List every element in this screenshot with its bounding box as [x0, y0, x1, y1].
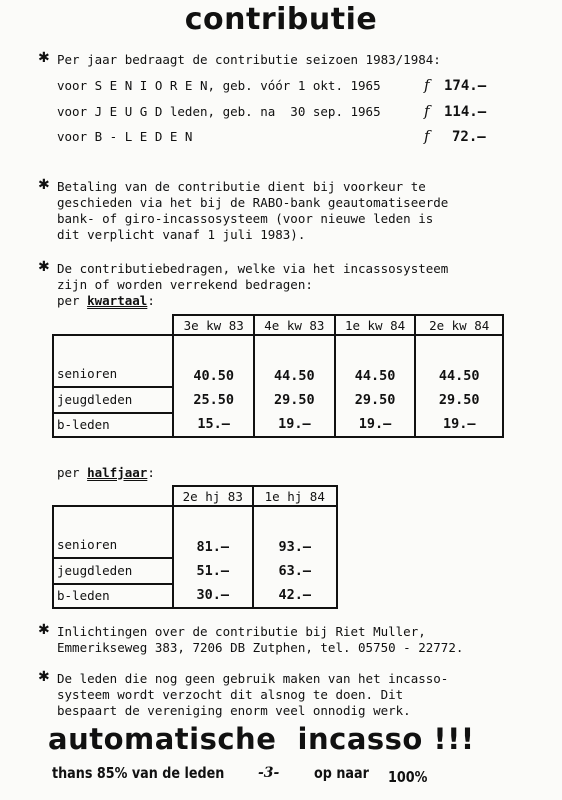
- table-header-row: [53, 315, 503, 335]
- text-line: De contributiebedragen, welke via het incassosysteem: [57, 261, 449, 276]
- value-cell: [173, 335, 254, 437]
- bullet-star-icon: ✱: [38, 622, 50, 638]
- table-value: 19.–: [358, 416, 392, 432]
- table-value: 51.–: [196, 563, 230, 579]
- column-header: 4e kw 83: [254, 315, 335, 335]
- goal-value: 100%: [388, 768, 428, 786]
- text-line: bank- of giro-incassosysteem (voor nieuwe leden is: [57, 211, 434, 226]
- fee-currency-b: f: [424, 127, 430, 145]
- page-number: -3-: [258, 765, 280, 781]
- text-line: zijn of worden verrekend bedragen:: [57, 277, 313, 292]
- table-body-row: [53, 506, 337, 608]
- quarter-heading: [57, 293, 448, 309]
- table-value: 44.50: [354, 368, 396, 384]
- table-value: 19.–: [278, 416, 311, 432]
- table-header-row: [53, 486, 337, 506]
- text-line: Betaling van de contributie dient bij voorkeur te: [57, 179, 426, 194]
- bullet-star-icon: ✱: [38, 50, 50, 66]
- bullet-star-icon: ✱: [38, 177, 50, 193]
- bullet-star-icon: ✱: [38, 669, 50, 685]
- fee-label-senior: voor S E N I O R E N, geb. vóór 1 okt. 1965: [57, 78, 381, 93]
- heading-prefix: per: [57, 465, 88, 480]
- table-body-row: [53, 335, 503, 437]
- table-value: 63.–: [278, 563, 312, 579]
- row-label: jeugdleden: [54, 557, 172, 583]
- text-line: De leden die nog geen gebruik maken van het incasso-: [57, 671, 449, 686]
- table-value: 44.50: [274, 368, 315, 384]
- fees-intro: Per jaar bedraagt de contributie seizoen 1983/1984:: [57, 52, 441, 67]
- row-label: senioren: [57, 537, 118, 552]
- table-corner: [53, 486, 173, 506]
- heading-prefix: per: [57, 293, 88, 308]
- table-value: 40.50: [193, 368, 234, 384]
- table-value: 44.50: [438, 368, 480, 384]
- column-header: 1e kw 84: [335, 315, 416, 335]
- table-corner: [53, 315, 173, 335]
- value-cell: [415, 335, 503, 437]
- text-line: systeem wordt verzocht dit alsnog te doen. Dit: [57, 687, 404, 702]
- table-value: 25.50: [193, 392, 234, 408]
- fee-label-youth: voor J E U G D leden, geb. na 30 sep. 1965: [57, 104, 381, 119]
- value-cell: [335, 335, 416, 437]
- column-header: 3e kw 83: [173, 315, 254, 335]
- payment-paragraph: [57, 179, 448, 243]
- table-value: 29.50: [354, 392, 396, 408]
- text-line: Emmerikseweg 383, 7206 DB Zutphen, tel. 05750 - 22772.: [57, 640, 464, 655]
- column-header: 1e hj 84: [253, 486, 337, 506]
- row-label: b-leden: [54, 583, 172, 607]
- text-line: bespaart de vereniging enorm veel onnodig werk.: [57, 703, 411, 718]
- contact-paragraph: [57, 624, 463, 656]
- halfyear-table: [52, 485, 338, 609]
- label-cell: [53, 506, 173, 608]
- fee-amount-b: 72.–: [452, 129, 486, 145]
- row-label: b-leden: [54, 412, 172, 436]
- table-value: 29.50: [438, 392, 480, 408]
- request-paragraph: [57, 671, 448, 719]
- halfyear-heading: [57, 465, 155, 481]
- table-value: 93.–: [278, 539, 312, 555]
- value-cell: [253, 506, 337, 608]
- heading-suffix: :: [147, 293, 155, 308]
- column-header: 2e kw 84: [415, 315, 503, 335]
- text-line: dit verplicht vanaf 1 juli 1983).: [57, 227, 306, 242]
- goal-text: op naar: [314, 764, 369, 782]
- fee-currency-youth: f: [424, 102, 430, 120]
- table-value: 29.50: [274, 392, 315, 408]
- heading-label: kwartaal: [87, 293, 148, 308]
- heading-suffix: :: [147, 465, 155, 480]
- table-value: 81.–: [196, 539, 230, 555]
- text-line: geschieden via het bij de RABO-bank geautomatiseerde: [57, 195, 449, 210]
- page-title: contributie: [184, 2, 378, 37]
- bullet-star-icon: ✱: [38, 259, 50, 275]
- quarter-table: [52, 314, 504, 438]
- value-cell: [173, 506, 253, 608]
- row-label: senioren: [57, 366, 118, 381]
- table-value: 19.–: [442, 416, 476, 432]
- row-label: jeugdleden: [54, 386, 172, 412]
- text-line: Inlichtingen over de contributie bij Riet Muller,: [57, 624, 426, 639]
- fee-label-b: voor B - L E D E N: [57, 129, 193, 144]
- amounts-paragraph: [57, 261, 448, 309]
- column-header: 2e hj 83: [173, 486, 253, 506]
- table-value: 15.–: [197, 416, 230, 432]
- table-value: 30.–: [196, 587, 230, 603]
- value-cell: [254, 335, 335, 437]
- table-value: 42.–: [278, 587, 312, 603]
- fee-amount-senior: 174.–: [444, 78, 487, 94]
- fee-amount-youth: 114.–: [444, 104, 487, 120]
- heading-label: halfjaar: [87, 465, 148, 480]
- slogan: automatische incasso !!!: [48, 722, 475, 756]
- fee-currency-senior: f: [424, 76, 430, 94]
- label-cell: [53, 335, 173, 437]
- progress-text: thans 85% van de leden: [52, 764, 225, 782]
